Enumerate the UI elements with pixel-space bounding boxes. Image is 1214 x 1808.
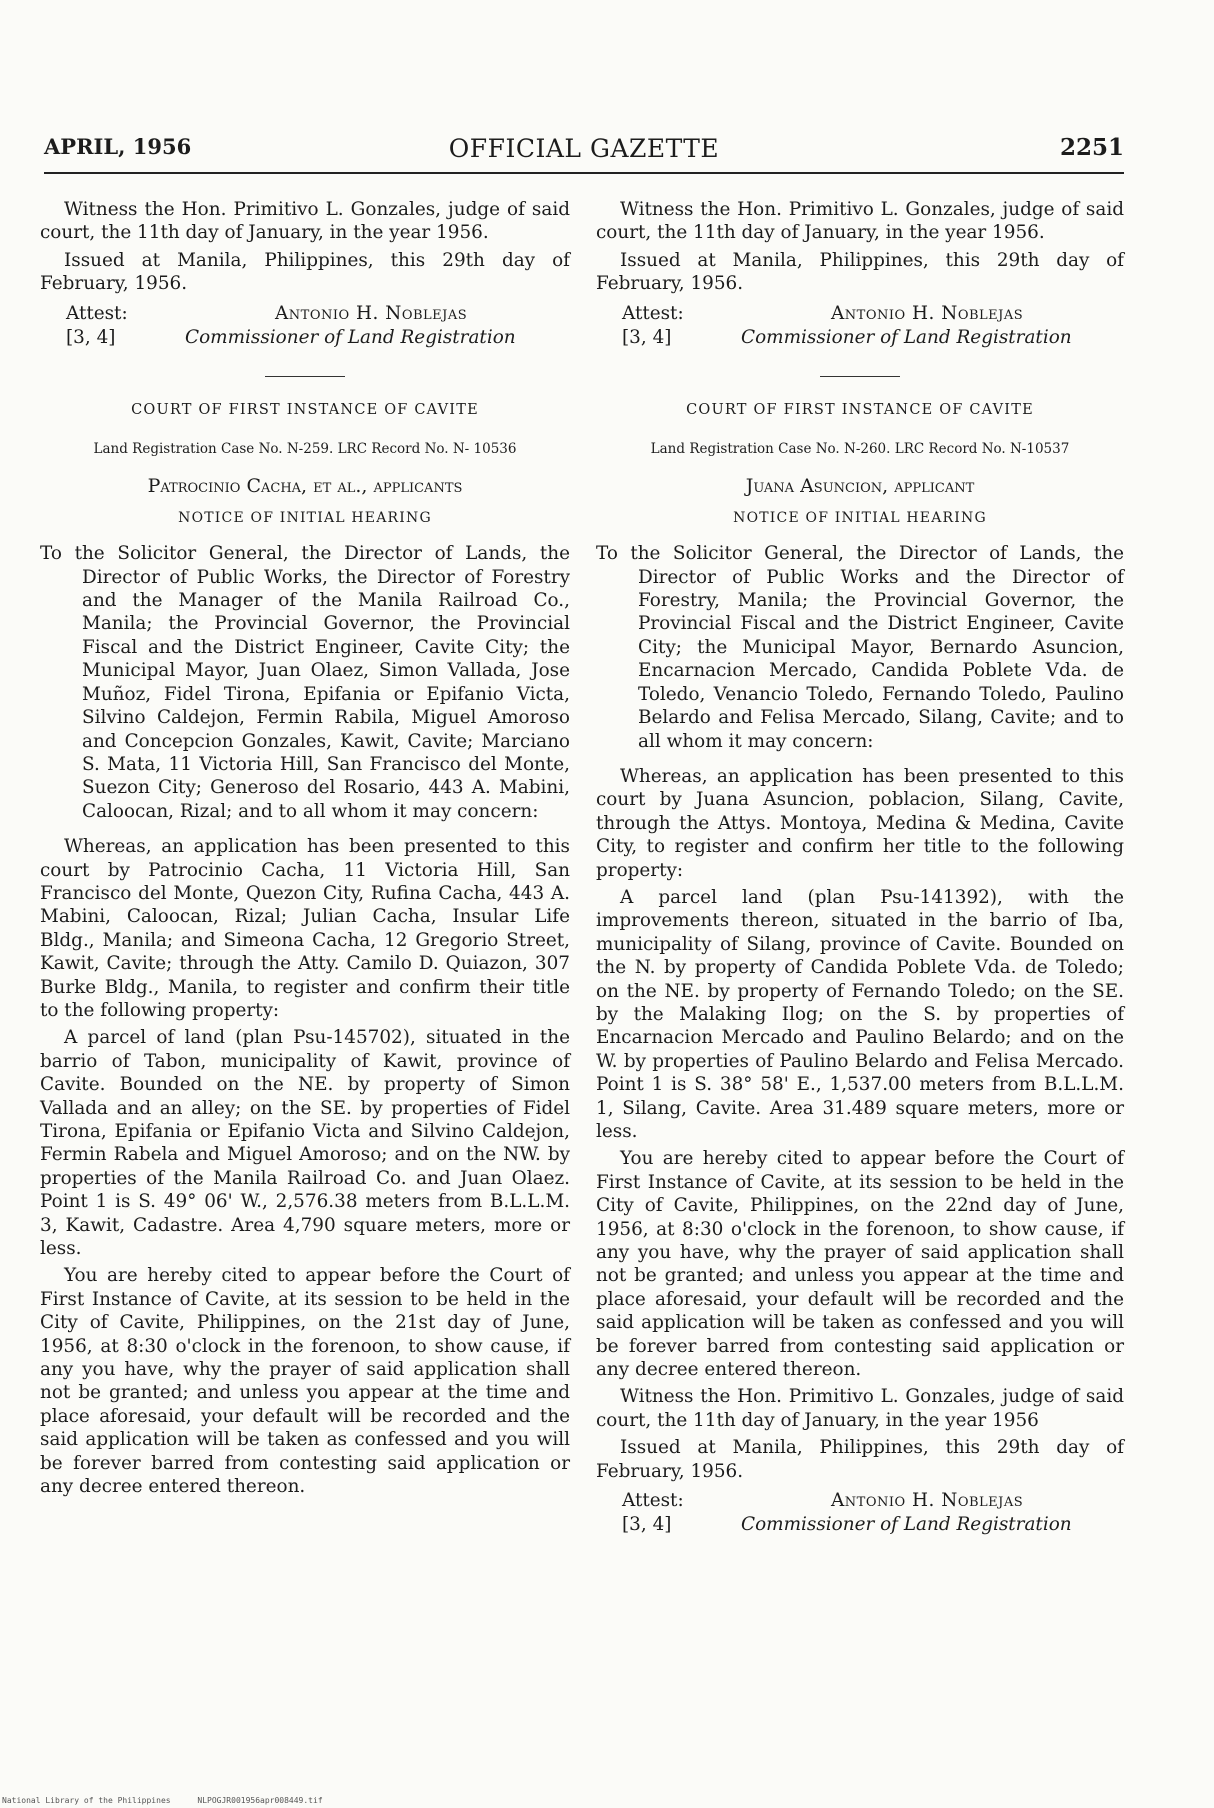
case-number: Land Registration Case No. N-259. LRC Record No. N- 10536 — [93, 441, 517, 458]
scan-footer — [2, 1796, 323, 1805]
attest-label: Attest: — [66, 302, 128, 324]
cited-paragraph: You are hereby cited to appear before the Court of First Instance of Cavite, at its session to be held in the City of Cavite, Philippines, on the 22nd day of June, 1956, at 8:30 o'clock in the forenoon, to show cause, if any you have, why the prayer of said application shall not be granted; and unless you appear at the time and place aforesaid, your default will be recorded and the said application will be taken as confessed and you will be forever barred from contesting said application or any decree entered thereon. — [596, 1148, 1124, 1381]
section-divider — [820, 376, 900, 377]
whereas-paragraph: Whereas, an application has been presented to this court by Patrocinio Cacha, 11 Victoria Hill, San Francisco del Monte, Quezon City, Rufina Cacha, 443 A. Mabini, Caloocan, Rizal; Julian Cacha, Insular Life Bldg., Manila; and Simeona Cacha, 12 Gregorio Street, Kawit, Cavite; through the Atty. Camilo D. Quiazon, 307 Burke Bldg., Manila, to register and confirm their title to the following property: — [40, 836, 570, 1021]
right-column — [596, 198, 1124, 1539]
attest-title: Commissioner of Land Registration — [185, 326, 516, 348]
library-credit: National Library of the Philippines — [2, 1796, 171, 1805]
witness-paragraph-second: Witness the Hon. Primitivo L. Gonzales, judge of said court, the 11th day of January, in the year 1956 — [596, 1386, 1124, 1431]
issued-paragraph-second: Issued at Manila, Philippines, this 29th day of February, 1956. — [596, 1437, 1124, 1482]
attest-code: [3, 4] — [622, 326, 672, 348]
court-heading: COURT OF FIRST INSTANCE OF CAVITE — [686, 401, 1034, 418]
witness-paragraph: Witness the Hon. Primitivo L. Gonzales, judge of said court, the 11th day of January, in the year 1956. — [596, 199, 1124, 244]
whereas-paragraph: Whereas, an application has been presented to this court by Juana Asuncion, poblacion, Silang, Cavite, through the Attys. Montoya, Medina & Medina, Cavite City, to register and confirm her title to the following property: — [596, 765, 1124, 881]
case-number: Land Registration Case No. N-260. LRC Record No. N-10537 — [650, 441, 1070, 458]
section-divider — [265, 376, 345, 377]
attest-block — [596, 302, 1124, 352]
left-column — [40, 198, 570, 1499]
addressee-paragraph: To the Solicitor General, the Director of Lands, the Director of Public Works, the Director of Forestry and the Manager of the Manila Railroad Co., Manila; the Provincial Governor, the Provincial Fiscal and the District Engineer, Cavite City; the Municipal Mayor, Juan Olaez, Simon Vallada, Jose Muñoz, Fidel Tirona, Epifania or Epifanio Victa, Silvino Caldejon, Fermin Rabila, Miguel Amoroso and Concepcion Gonzales, Kawit, Cavite; Marciano S. Mata, 11 Victoria Hill, San Francisco del Monte, Suezon City; Generoso del Rosario, 443 A. Mabini, Caloocan, Rizal; and to all whom it may concern: — [40, 543, 570, 822]
applicant-heading: Patrocinio Cacha, et al., applicants — [147, 475, 463, 498]
attest-code: [3, 4] — [66, 326, 116, 348]
applicant-heading: Juana Asuncion, applicant — [745, 475, 975, 498]
attest-name: Antonio H. Noblejas — [275, 302, 468, 324]
addressee-paragraph: To the Solicitor General, the Director of Lands, the Director of Public Works and the Director of Forestry, Manila; the Provincial Governor, the Provincial Fiscal and the District Engineer, Cavite City; the Municipal Mayor, Bernardo Asuncion, Encarnacion Mercado, Candida Poblete Vda. de Toledo, Venancio Toledo, Fernando Toledo, Paulino Belardo and Felisa Mercado, Silang, Cavite; and to all whom it may concern: — [596, 543, 1124, 752]
attest-title: Commissioner of Land Registration — [741, 326, 1072, 348]
page-header — [44, 134, 1124, 174]
witness-paragraph: Witness the Hon. Primitivo L. Gonzales, judge of said court, the 11th day of January, in the year 1956. — [40, 199, 570, 244]
attest-block-second — [596, 1489, 1124, 1539]
attest-label: Attest: — [622, 302, 684, 324]
notice-heading: NOTICE OF INITIAL HEARING — [733, 509, 987, 526]
scan-filename: NLPOGJR001956apr008449.tif — [197, 1796, 323, 1805]
attest-title: Commissioner of Land Registration — [741, 1514, 1072, 1536]
header-date: APRIL, 1956 — [44, 134, 192, 159]
page-number: 2251 — [1059, 134, 1124, 161]
cited-paragraph: You are hereby cited to appear before the Court of First Instance of Cavite, at its session to be held in the City of Cavite, Philippines, on the 21st day of June, 1956, at 8:30 o'clock in the forenoon, to show cause, if any you have, why the prayer of said application shall not be granted; and unless you appear at the time and place aforesaid, your default will be recorded and the said application will be taken as confessed and you will be forever barred from contesting said application or any decree entered thereon. — [40, 1265, 570, 1498]
court-heading: COURT OF FIRST INSTANCE OF CAVITE — [131, 401, 479, 418]
parcel-paragraph: A parcel of land (plan Psu-145702), situated in the barrio of Tabon, municipality of Kawit, province of Cavite. Bounded on the NE. by property of Simon Vallada and an alley; on the SE. by properties of Fidel Tirona, Epifania or Epifanio Victa and Silvino Caldejon, Fermin Rabela and Miguel Amoroso; and on the NW. by properties of the Manila Railroad Co. and Juan Olaez. Point 1 is S. 49° 06' W., 2,576.38 meters from B.L.L.M. 3, Kawit, Cadastre. Area 4,790 square meters, more or less. — [40, 1027, 570, 1260]
publication-title: OFFICIAL GAZETTE — [448, 134, 720, 163]
attest-code: [3, 4] — [622, 1514, 672, 1536]
attest-name: Antonio H. Noblejas — [831, 1490, 1024, 1512]
notice-heading: NOTICE OF INITIAL HEARING — [178, 509, 432, 526]
attest-block — [40, 302, 570, 352]
attest-name: Antonio H. Noblejas — [831, 302, 1024, 324]
attest-label: Attest: — [622, 1490, 684, 1512]
issued-paragraph: Issued at Manila, Philippines, this 29th day of February, 1956. — [40, 249, 570, 295]
issued-paragraph: Issued at Manila, Philippines, this 29th day of February, 1956. — [596, 249, 1124, 295]
parcel-paragraph: A parcel land (plan Psu-141392), with the improvements thereon, situated in the barrio of Iba, municipality of Silang, province of Cavite. Bounded on the N. by property of Candida Poblete Vda. de Toledo; on the NE. by property of Fernando Toledo; on the SE. by the Malaking Ilog; on the S. by properties of Encarnacion Mercado and Paulino Belardo; and on the W. by properties of Paulino Belardo and Felisa Mercado. Point 1 is S. 38° 58' E., 1,537.00 meters from B.L.L.M. 1, Silang, Cavite. Area 31.489 square meters, more or less. — [596, 886, 1124, 1142]
